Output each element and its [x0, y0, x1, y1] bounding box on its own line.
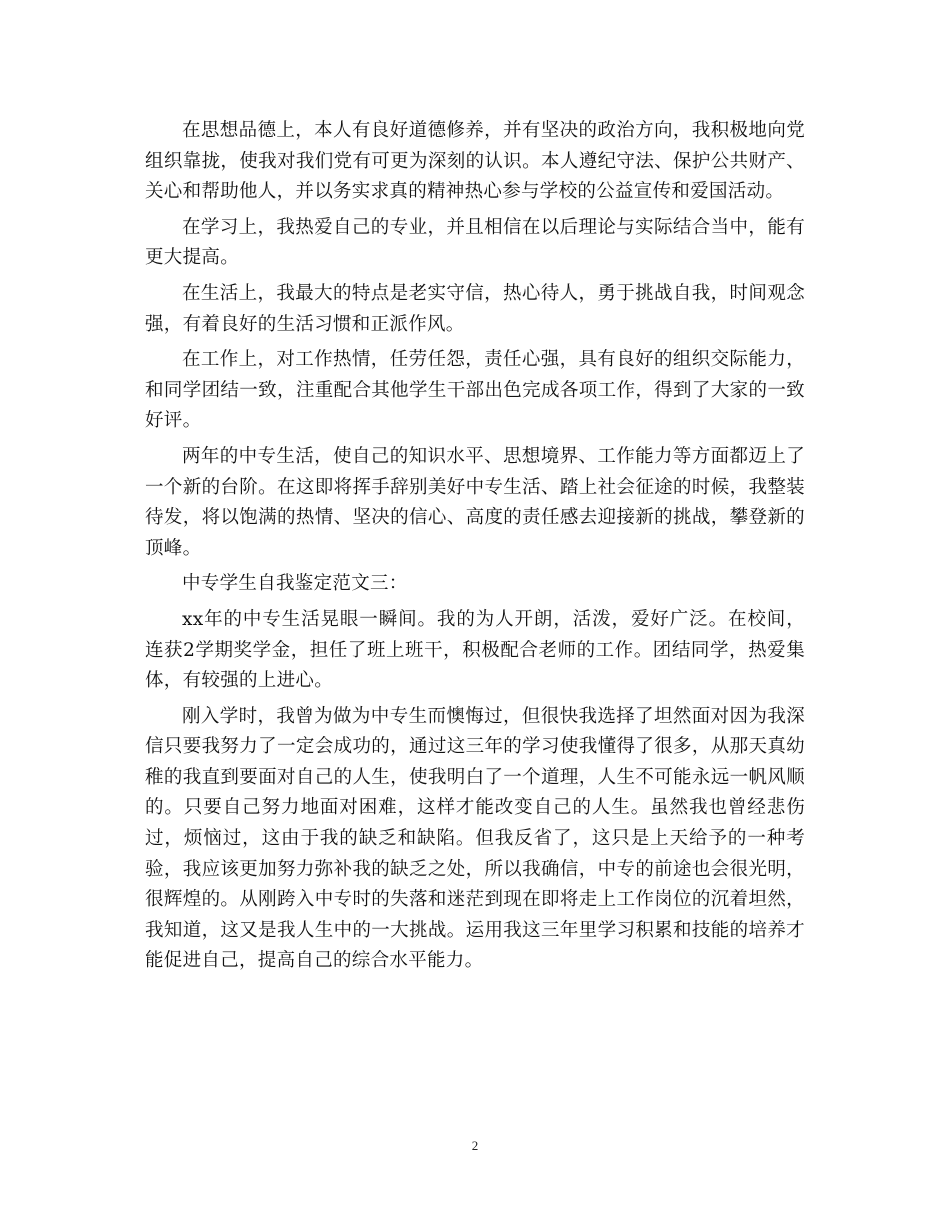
- paragraph-work: 在工作上，对工作热情，任劳任怨，责任心强，具有良好的组织交际能力，和同学团结一致，注重配合其他学生干部出色完成各项工作，得到了大家的一致好评。: [145, 349, 805, 432]
- paragraph-moral-character: 在思想品德上，本人有良好道德修养，并有坚决的政治方向，我积极地向党组织靠拢，使我对我们党有可更为深刻的认识。本人遵纪守法、保护公共财产、关心和帮助他人，并以务实求真的精神热心参与学校的公益宣传和爱国活动。: [145, 120, 805, 203]
- page-number: 2: [471, 1138, 479, 1153]
- section-heading-sample-three: 中专学生自我鉴定范文三：: [182, 573, 408, 595]
- paragraph-enrollment: 刚入学时，我曾为做为中专生而懊悔过，但很快我选择了坦然面对因为我深信只要我努力了一定会成功的，通过这三年的学习使我懂得了很多，从那天真幼稚的我直到要面对自己的人生，使我明白了一个道理，人生不可能永远一帆风顺的。只要自己努力地面对困难，这样才能改变自己的人生。虽然我也曾经悲伤过，烦恼过，这由于我的缺乏和缺陷。但我反省了，这只是上天给予的一种考验，我应该更加努力弥补我的缺乏之处，所以我确信，中专的前途也会很光明，很辉煌的。从刚跨入中专时的失落和迷茫到现在即将走上工作岗位的沉着坦然，我知道，这又是我人生中的一大挑战。运用我这三年里学习积累和技能的培养才能促进自己，提高自己的综合水平能力。: [145, 705, 805, 972]
- paragraph-study: 在学习上，我热爱自己的专业，并且相信在以后理论与实际结合当中，能有更大提高。: [145, 216, 805, 269]
- paragraph-xx-years: xx年的中专生活晃眼一瞬间。我的为人开朗，活泼，爱好广泛。在校间，连获2学期奖学金，担任了班上班干，积极配合老师的工作。团结同学，热爱集体，有较强的上进心。: [145, 608, 805, 692]
- paragraph-two-years: 两年的中专生活，使自己的知识水平、思想境界、工作能力等方面都迈上了一个新的台阶。在这即将挥手辞别美好中专生活、踏上社会征途的时候，我整装待发，将以饱满的热情、坚决的信心、高度的责任感去迎接新的挑战，攀登新的顶峰。: [145, 445, 805, 559]
- document-body: [145, 116, 805, 982]
- paragraph-life: 在生活上，我最大的特点是老实守信，热心待人，勇于挑战自我，时间观念强，有着良好的生活习惯和正派作风。: [145, 282, 805, 335]
